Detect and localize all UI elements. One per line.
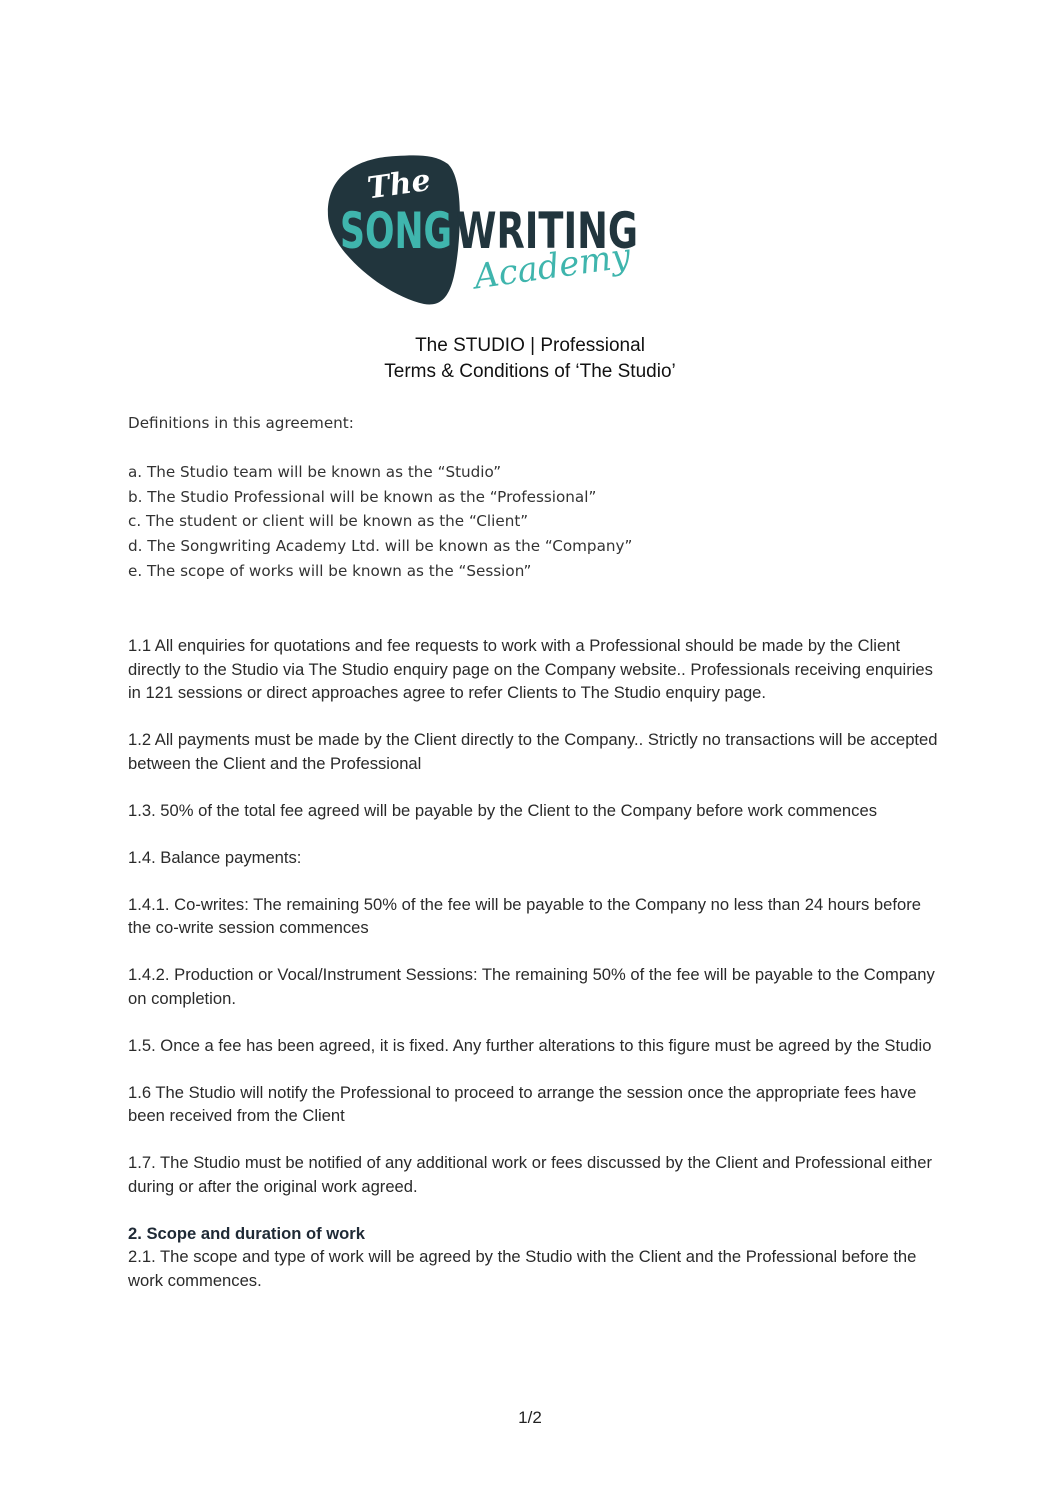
definition-item: c. The student or client will be known as the “Client” [128,512,529,531]
logo-word-writing: WRITING [456,202,638,260]
songwriting-academy-logo [326,150,640,310]
definition-item: d. The Songwriting Academy Ltd. will be known as the “Company” [128,536,633,555]
document-title: The STUDIO | Professional [415,335,645,356]
logo-word-academy: Academy [471,235,633,298]
definitions-section [128,411,938,583]
clause-1-4-1: 1.4.1. Co-writes: The remaining 50% of the fee will be payable to the Company no less than 24 hours before the co-write session commences [128,894,921,937]
clause-1-6: 1.6 The Studio will notify the Professional to proceed to arrange the session once the appropriate fees have been received from the Client [128,1082,917,1125]
definition-item: e. The scope of works will be known as the “Session” [128,561,532,580]
definitions-intro: Definitions in this agreement: [128,414,354,432]
clause-1-7: 1.7. The Studio must be notified of any additional work or fees discussed by the Client and Professional either during or after the original work agreed. [128,1153,933,1196]
page-number: 1/2 [518,1408,542,1427]
clause-2-1: 2.1. The scope and type of work will be agreed by the Studio with the Client and the Professional before the work commences. [128,1247,917,1290]
clause-1-5: 1.5. Once a fee has been agreed, it is fixed. Any further alterations to this figure must be agreed by the Studio [128,1035,932,1055]
definition-item: b. The Studio Professional will be known as the “Professional” [128,487,597,506]
clause-1-1: 1.1 All enquiries for quotations and fee requests to work with a Professional should be made by the Client directly to the Studio via The Studio enquiry page on the Company website.. Professionals receiving enquiries in 121 sessions or direct approaches agree to refer Clients to The Studio enquiry page. [128,636,933,702]
clause-1-3: 1.3. 50% of the total fee agreed will be payable by the Client to the Company before work commences [128,800,877,820]
clauses-section [128,634,938,1316]
definition-item: a. The Studio team will be known as the “Studio” [128,463,502,482]
logo-word-the: The [365,162,433,207]
clause-1-4-2: 1.4.2. Production or Vocal/Instrument Sessions: The remaining 50% of the fee will be payable to the Company on completion. [128,965,935,1008]
clause-1-2: 1.2 All payments must be made by the Client directly to the Company.. Strictly no transactions will be accepted between the Client and the Professional [128,730,938,773]
section-2-heading: 2. Scope and duration of work [128,1223,365,1243]
logo-word-song: SONG [340,202,452,260]
clause-1-4: 1.4. Balance payments: [128,847,302,867]
document-subtitle: Terms & Conditions of ‘The Studio’ [384,361,676,382]
